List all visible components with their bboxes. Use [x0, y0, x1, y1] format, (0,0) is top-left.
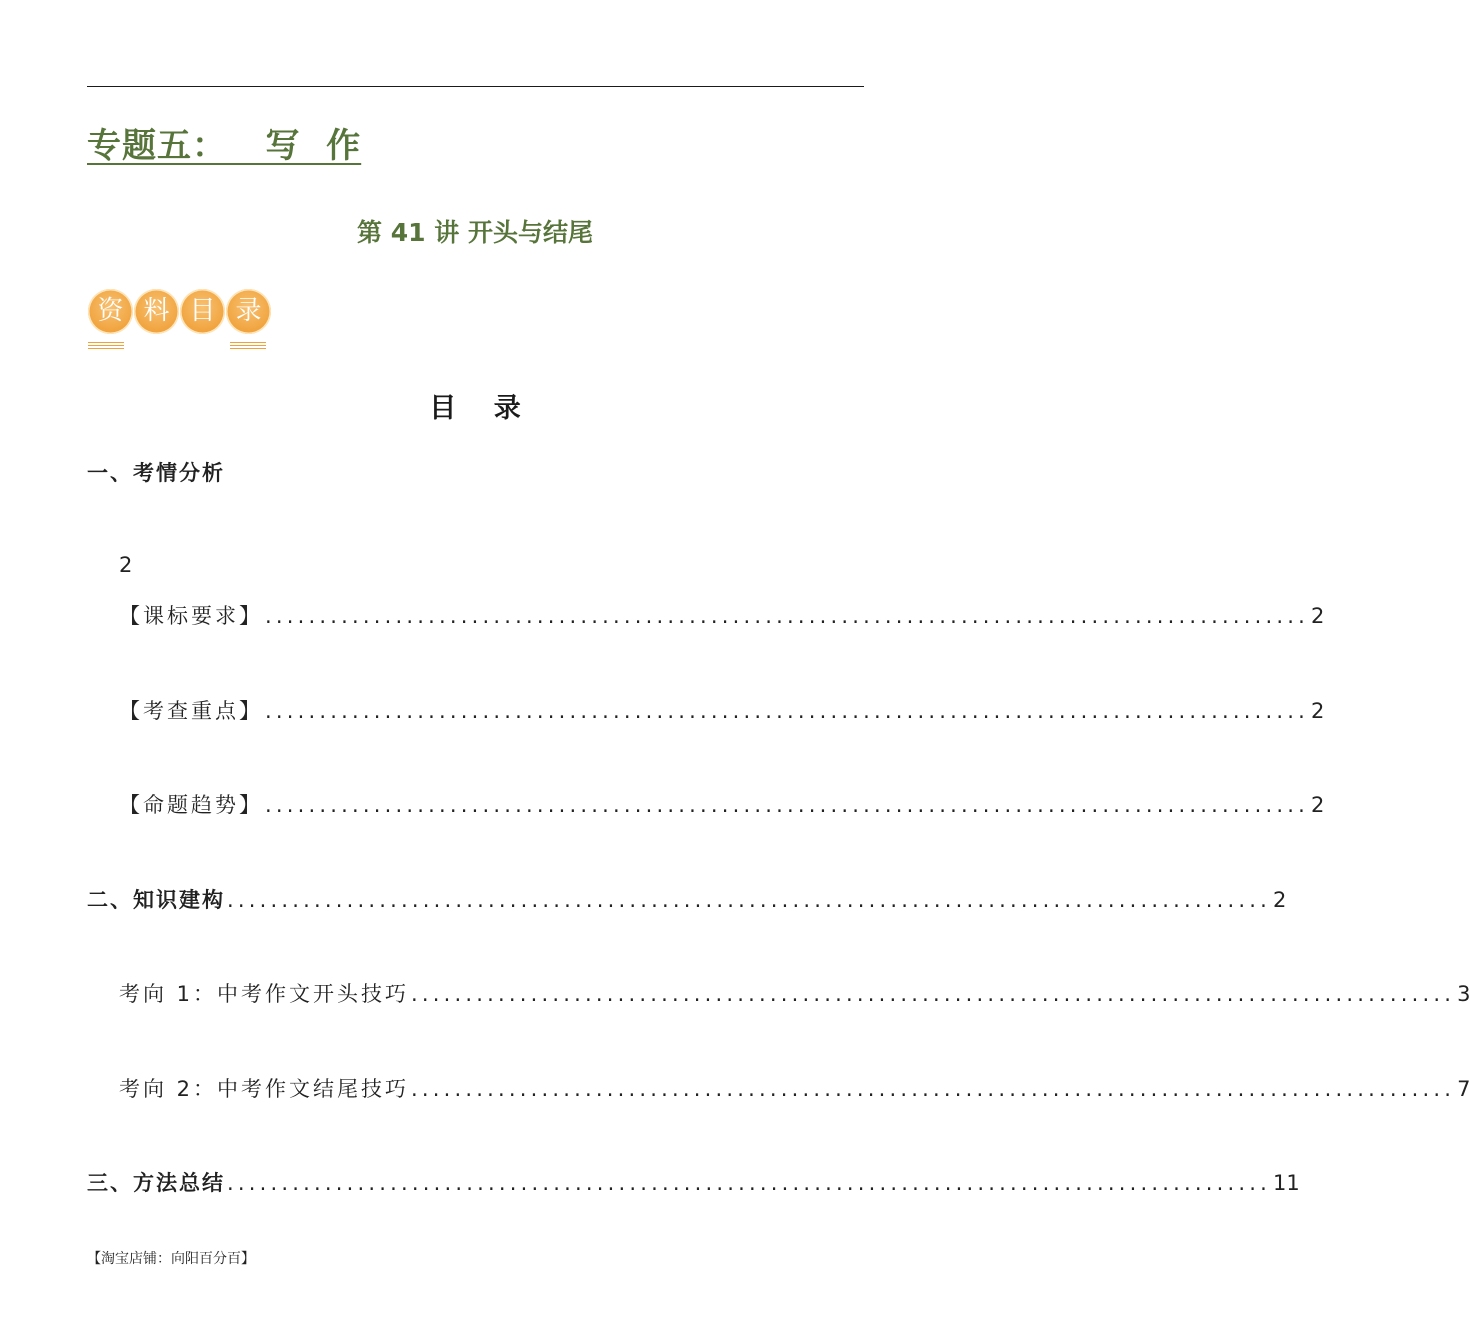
toc-item-page: 2	[1311, 793, 1325, 817]
toc-section-2[interactable]	[87, 884, 1287, 914]
toc-leader: ................................................................................................	[227, 1171, 1272, 1195]
badge-char: 目	[180, 289, 225, 334]
toc-leader: ................................................................................................	[265, 699, 1310, 723]
toc-leader: ................................................................................................	[411, 982, 1456, 1006]
toc-subitem-page: 3	[1457, 982, 1470, 1006]
toc-item-label: 【命题趋势】	[119, 793, 263, 817]
toc-subitem-label: 考向 1：中考作文开头技巧	[119, 982, 410, 1006]
toc-leader: ................................................................................................	[411, 1077, 1456, 1101]
toc-section-1-page: 2	[119, 553, 133, 577]
toc-section-1[interactable]: 一、考情分析	[87, 460, 225, 485]
toc-heading: 目 录	[429, 393, 521, 424]
top-rule	[87, 86, 864, 87]
toc-item-page: 2	[1311, 604, 1325, 628]
toc-item-page: 2	[1311, 699, 1325, 723]
toc-section-page: 11	[1273, 1171, 1300, 1195]
toc-leader: ................................................................................................	[227, 888, 1272, 912]
toc-subitem-label: 考向 2：中考作文结尾技巧	[119, 1077, 410, 1101]
toc-item-label: 【课标要求】	[119, 604, 263, 628]
lecture-title: 第 41 讲 开头与结尾	[357, 218, 593, 247]
badge-decor-lines	[88, 342, 124, 350]
badge-decor-lines	[230, 342, 266, 350]
toc-item[interactable]	[119, 789, 1325, 819]
toc-section-3[interactable]	[87, 1167, 1300, 1197]
badge-char: 资	[88, 289, 133, 334]
toc-leader: ................................................................................................	[265, 793, 1310, 817]
badge-char: 录	[226, 289, 271, 334]
toc-section-label: 三、方法总结	[87, 1170, 225, 1195]
toc-item[interactable]	[119, 695, 1325, 725]
toc-badge	[88, 289, 272, 353]
toc-item[interactable]	[119, 600, 1325, 630]
toc-subitem[interactable]	[119, 978, 1470, 1008]
toc-subitem-page: 7	[1457, 1077, 1470, 1101]
toc-item-label: 【考查重点】	[119, 699, 263, 723]
toc-leader: ................................................................................................	[265, 604, 1310, 628]
toc-section-label: 二、知识建构	[87, 887, 225, 912]
topic-title: 专题五： 写 作	[87, 126, 362, 166]
toc-section-page: 2	[1273, 888, 1287, 912]
badge-char: 料	[134, 289, 179, 334]
toc-subitem[interactable]	[119, 1073, 1470, 1103]
footer-store-note: 【淘宝店铺：向阳百分百】	[87, 1251, 255, 1267]
